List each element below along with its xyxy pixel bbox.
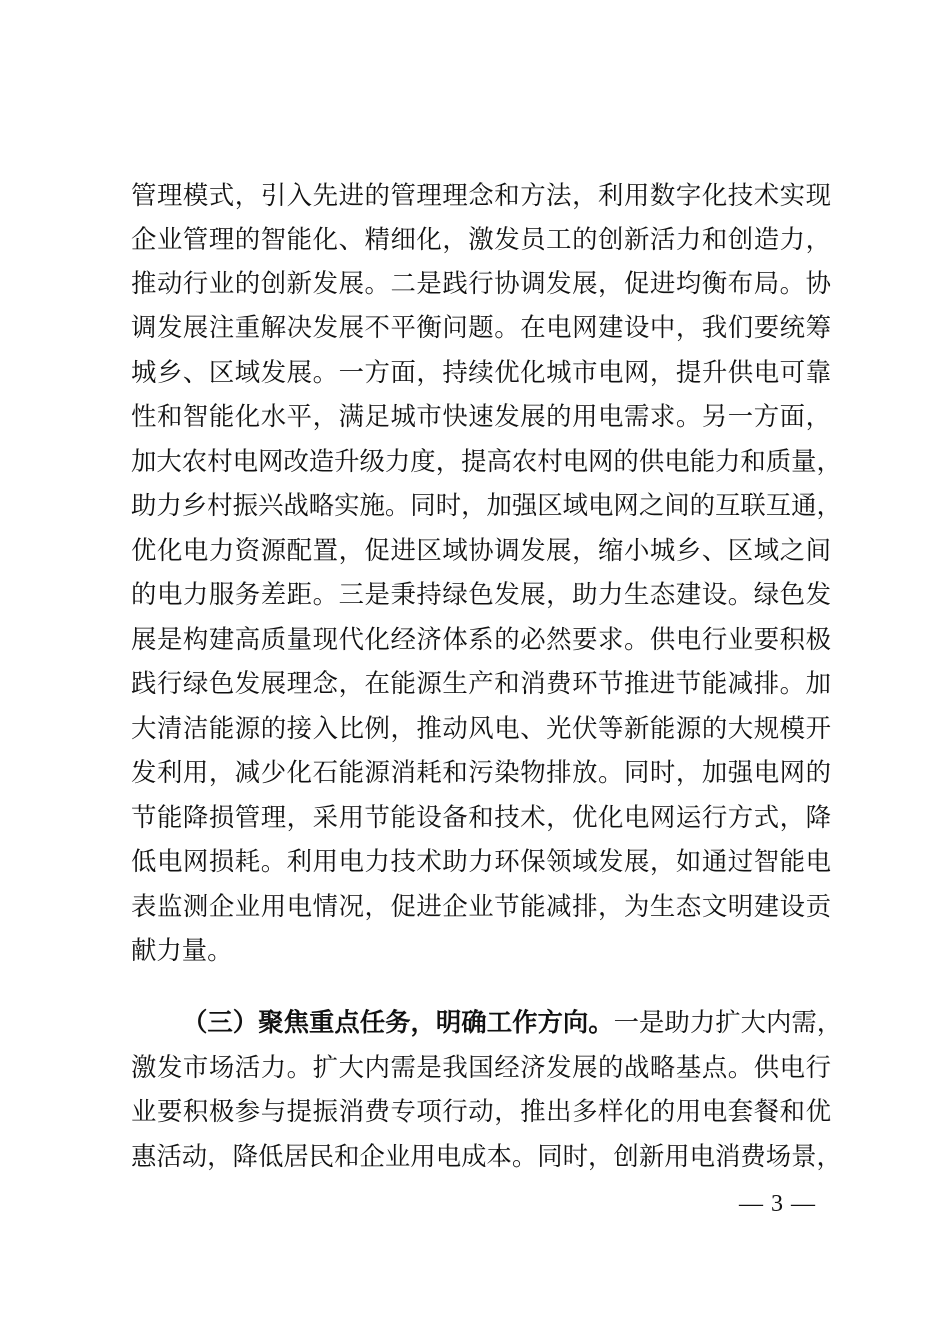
paragraph-line-2: 企业管理的智能化、精细化，激发员工的创新活力和创造力， <box>131 224 831 254</box>
paragraph-line-18: 献力量。 <box>131 935 233 965</box>
section3-first-line <box>182 1002 843 1042</box>
paragraph-line-1: 管理模式，引入先进的管理理念和方法，利用数字化技术实现 <box>131 180 831 210</box>
paragraph-line-11: 展是构建高质量现代化经济体系的必然要求。供电行业要积极 <box>131 624 831 654</box>
paragraph-line-5: 城乡、区域发展。一方面，持续优化城市电网，提升供电可靠 <box>131 357 831 387</box>
paragraph-line-12: 践行绿色发展理念，在能源生产和消费环节推进节能减排。加 <box>131 668 831 698</box>
section3-heading: （三）聚焦重点任务，明确工作方向。 <box>182 1007 614 1037</box>
paragraph-line-8: 助力乡村振兴战略实施。同时，加强区域电网之间的互联互通， <box>131 490 842 520</box>
section3-line-2: 激发市场活力。扩大内需是我国经济发展的战略基点。供电行 <box>131 1052 831 1082</box>
section3-first-line-rest: 一是助力扩大内需， <box>613 1007 843 1037</box>
section3-line-3: 业要积极参与提振消费专项行动，推出多样化的用电套餐和优 <box>131 1096 831 1126</box>
paragraph-line-14: 发利用，减少化石能源消耗和污染物排放。同时，加强电网的 <box>131 757 831 787</box>
paragraph-line-4: 调发展注重解决发展不平衡问题。在电网建设中，我们要统筹 <box>131 312 831 342</box>
paragraph-line-10: 的电力服务差距。三是秉持绿色发展，助力生态建设。绿色发 <box>131 579 831 609</box>
paragraph-line-3: 推动行业的创新发展。二是践行协调发展，促进均衡布局。协 <box>131 268 831 298</box>
paragraph-line-9: 优化电力资源配置，促进区域协调发展，缩小城乡、区域之间 <box>131 535 831 565</box>
paragraph-line-13: 大清洁能源的接入比例，推动风电、光伏等新能源的大规模开 <box>131 713 831 743</box>
page-number: — 3 — <box>739 1191 816 1217</box>
paragraph-line-7: 加大农村电网改造升级力度，提高农村电网的供电能力和质量， <box>131 446 842 476</box>
paragraph-line-16: 低电网损耗。利用电力技术助力环保领域发展，如通过智能电 <box>131 846 831 876</box>
paragraph-line-15: 节能降损管理，采用节能设备和技术，优化电网运行方式，降 <box>131 802 831 832</box>
paragraph-line-6: 性和智能化水平，满足城市快速发展的用电需求。另一方面， <box>131 401 831 431</box>
paragraph-line-17: 表监测企业用电情况，促进企业节能减排，为生态文明建设贡 <box>131 891 831 921</box>
section3-line-4: 惠活动，降低居民和企业用电成本。同时，创新用电消费场景， <box>131 1141 842 1171</box>
